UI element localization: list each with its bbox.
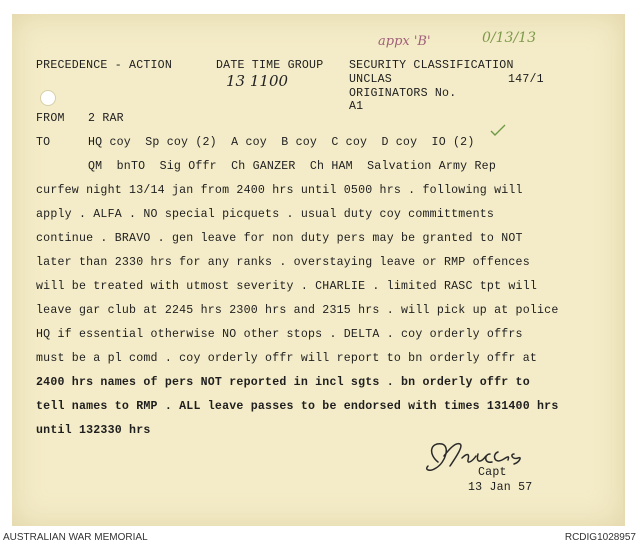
pencil-note-appendix: appx 'B' bbox=[378, 34, 431, 49]
originators-value: A1 bbox=[349, 100, 364, 113]
body-line: curfew night 13/14 jan from 2400 hrs until 0500 hrs . following will bbox=[36, 184, 523, 197]
punch-hole bbox=[40, 90, 56, 106]
body-line: later than 2330 hrs for any ranks . overstaying leave or RMP offences bbox=[36, 256, 530, 269]
to-label: TO bbox=[36, 136, 51, 149]
precedence-label: PRECEDENCE - ACTION bbox=[36, 59, 172, 72]
body-line: apply . ALFA . NO special picquets . usual duty coy committments bbox=[36, 208, 495, 221]
from-value: 2 RAR bbox=[88, 112, 124, 125]
addressees-line-1: HQ coy Sp coy (2) A coy B coy C coy D coy IO (2) bbox=[88, 136, 475, 149]
addressees-line-2: QM bnTO Sig Offr Ch GANZER Ch HAM Salvation Army Rep bbox=[88, 160, 496, 173]
archive-name: AUSTRALIAN WAR MEMORIAL bbox=[3, 532, 148, 543]
dtg-value: 13 1100 bbox=[226, 72, 289, 90]
pencil-note-date: 0/13/13 bbox=[482, 30, 536, 46]
body-line: will be treated with utmost severity . CHARLIE . limited RASC tpt will bbox=[36, 280, 538, 293]
reference-number: 147/1 bbox=[508, 73, 544, 86]
archive-footer bbox=[0, 528, 640, 547]
body-line: 2400 hrs names of pers NOT reported in incl sgts . bn orderly offr to bbox=[36, 376, 530, 389]
security-value: UNCLAS bbox=[349, 73, 392, 86]
body-line: leave gar club at 2245 hrs 2300 hrs and 2315 hrs . will pick up at police bbox=[36, 304, 559, 317]
signature-date: 13 Jan 57 bbox=[468, 481, 533, 494]
body-line: continue . BRAVO . gen leave for non duty pers may be granted to NOT bbox=[36, 232, 523, 245]
check-mark-icon bbox=[490, 124, 506, 136]
body-line: must be a pl comd . coy orderly offr will report to bn orderly offr at bbox=[36, 352, 538, 365]
body-line: tell names to RMP . ALL leave passes to be endorsed with times 131400 hrs bbox=[36, 400, 559, 413]
from-label: FROM bbox=[36, 112, 65, 125]
body-line: until 132330 hrs bbox=[36, 424, 151, 437]
signature-rank: Capt bbox=[478, 466, 507, 479]
dtg-label: DATE TIME GROUP bbox=[216, 59, 324, 72]
security-label: SECURITY CLASSIFICATION bbox=[349, 59, 514, 72]
archive-id: RCDIG1028957 bbox=[564, 532, 636, 543]
originators-label: ORIGINATORS No. bbox=[349, 87, 457, 100]
body-line: HQ if essential otherwise NO other stops . DELTA . coy orderly offrs bbox=[36, 328, 523, 341]
